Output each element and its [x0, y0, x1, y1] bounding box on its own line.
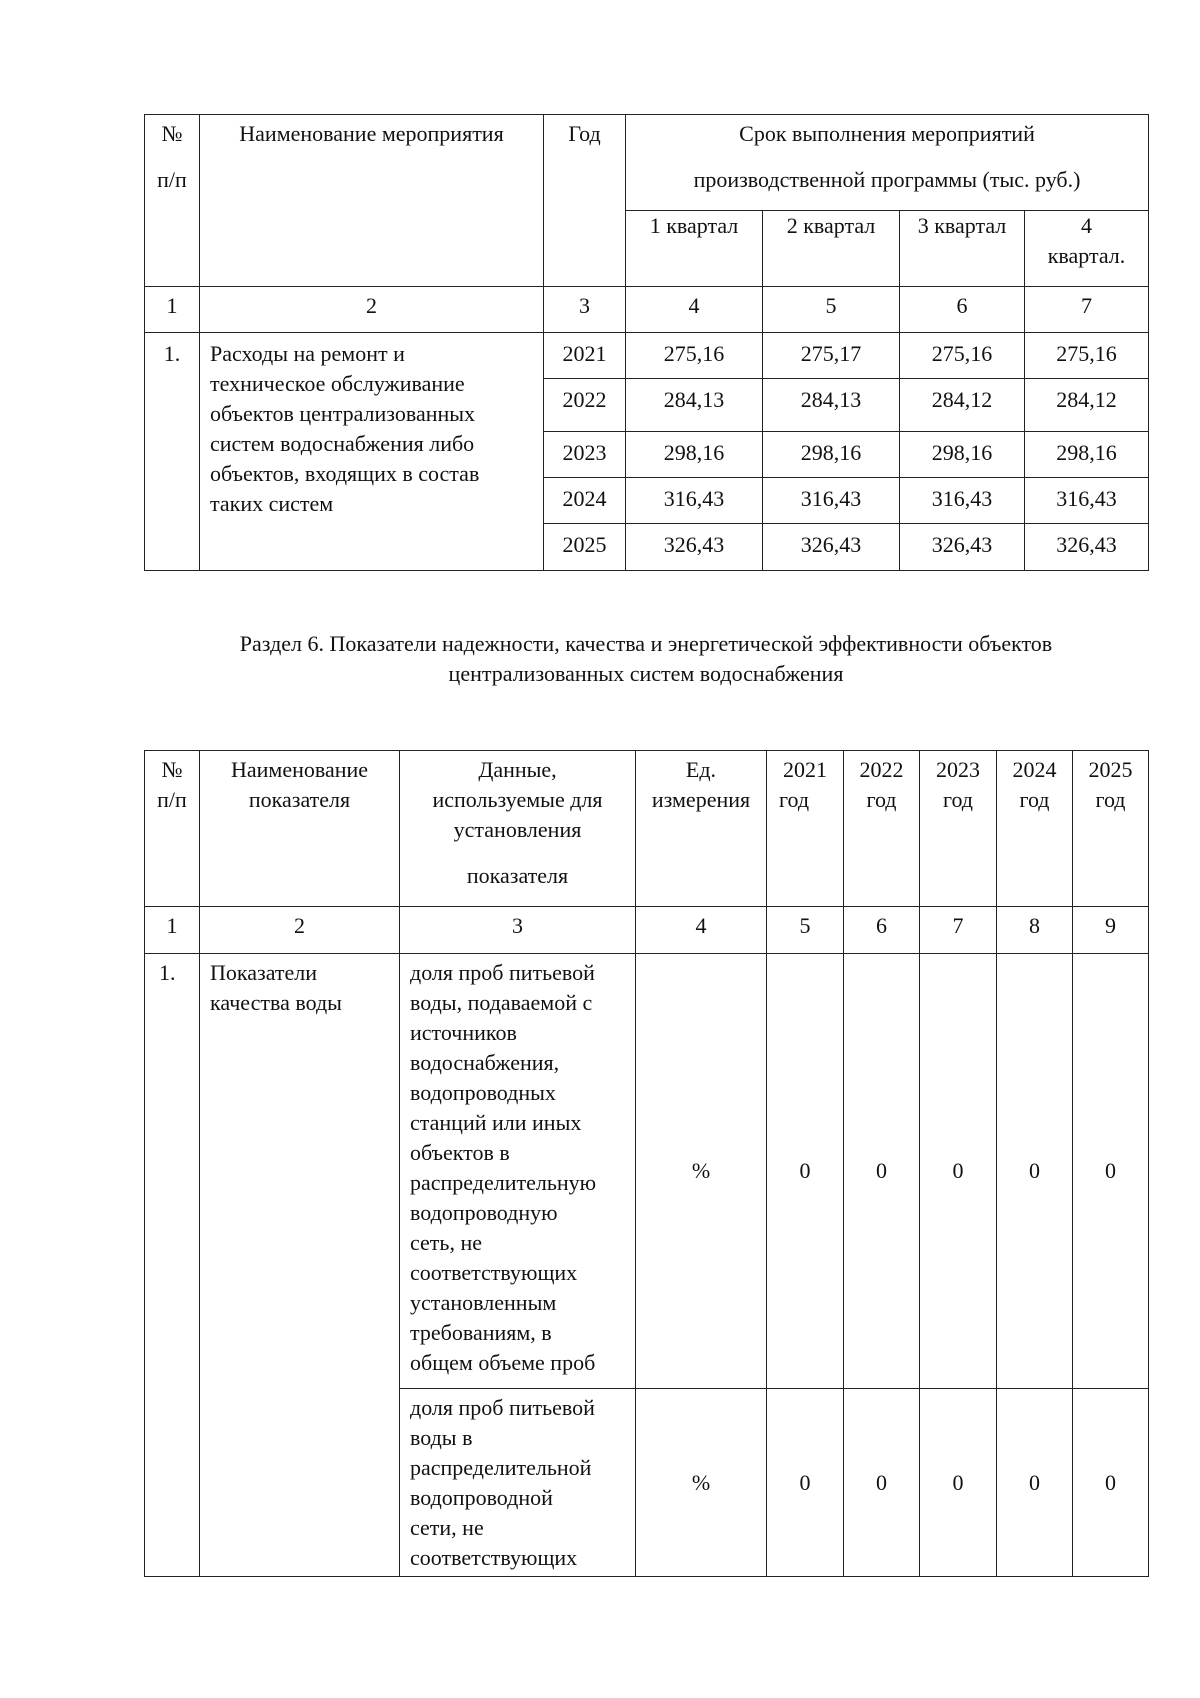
indicator-data-line: воды в [410, 1425, 473, 1450]
indicator-data-line: соответствующих [410, 1545, 578, 1570]
index-cell: 5 [767, 907, 844, 954]
header-year-value: 2025 [1088, 757, 1133, 782]
header-period-line2: производственной программы (тыс. руб.) [693, 167, 1081, 192]
value-cell: 0 [844, 954, 920, 1389]
indicator-data-line: доля проб питьевой [410, 1395, 595, 1420]
header-period [626, 115, 1149, 211]
expenses-table [144, 114, 1149, 571]
value-cell: 0 [767, 954, 844, 1389]
indicator-data [400, 1389, 636, 1577]
index-cell: 6 [900, 287, 1025, 333]
header-q4-line1: 4 [1081, 213, 1092, 238]
indicator-data-line: воды, подаваемой с [410, 990, 593, 1015]
header-unit [636, 751, 767, 907]
index-row [145, 907, 1149, 954]
header-q4 [1025, 211, 1149, 287]
item-name-line: качества воды [210, 990, 342, 1015]
value-cell: 275,16 [1025, 333, 1149, 379]
header-year [844, 751, 920, 907]
indicator-data-line: установленным [410, 1290, 557, 1315]
value-cell: 0 [767, 1389, 844, 1577]
indicator-data-line: источников [410, 1020, 517, 1045]
value-cell: 275,17 [763, 333, 900, 379]
header-year: Год [544, 115, 626, 287]
table-row [145, 954, 1149, 1389]
header-year-word: год [779, 787, 810, 812]
index-cell: 3 [400, 907, 636, 954]
indicator-data-line: доля проб питьевой [410, 960, 595, 985]
indicator-data-line: объектов в [410, 1140, 510, 1165]
item-number: 1. [145, 954, 200, 1577]
header-q4-line2: квартал. [1047, 243, 1126, 268]
header-q3: 3 квартал [900, 211, 1025, 287]
unit-cell: % [636, 1389, 767, 1577]
indicator-data-line: распределительной [410, 1455, 592, 1480]
value-cell: 298,16 [900, 432, 1025, 478]
header-period-line1: Срок выполнения мероприятий [739, 121, 1035, 146]
header-year-word: год [866, 787, 897, 812]
header-year [1073, 751, 1149, 907]
value-cell: 316,43 [900, 478, 1025, 524]
header-year-word: год [1019, 787, 1050, 812]
value-cell: 326,43 [1025, 524, 1149, 571]
index-cell: 7 [920, 907, 997, 954]
header-year-value: 2024 [1012, 757, 1057, 782]
value-cell: 0 [1073, 1389, 1149, 1577]
header-name: Наименование мероприятия [200, 115, 544, 287]
item-name-line: систем водоснабжения либо [210, 431, 475, 456]
header-num [145, 115, 200, 287]
header-year [920, 751, 997, 907]
item-name-line: Показатели [210, 960, 318, 985]
index-cell: 4 [636, 907, 767, 954]
indicator-data-line: станций или иных [410, 1110, 582, 1135]
index-cell: 2 [200, 287, 544, 333]
header-unit-line1: Ед. [685, 757, 717, 782]
indicator-data-line: соответствующих [410, 1260, 578, 1285]
indicator-data-line: водопроводных [410, 1080, 556, 1105]
header-data-line3: установления [453, 817, 582, 842]
indicators-table [144, 750, 1149, 1577]
header-year-word: год [1095, 787, 1126, 812]
value-cell: 275,16 [900, 333, 1025, 379]
header-num [145, 751, 200, 907]
header-q1: 1 квартал [626, 211, 763, 287]
header-num-line1: № [161, 757, 183, 782]
year-cell: 2024 [544, 478, 626, 524]
value-cell: 316,43 [626, 478, 763, 524]
header-year-word: год [942, 787, 974, 812]
header-q2: 2 квартал [763, 211, 900, 287]
item-name-line: таких систем [210, 491, 334, 516]
header-num-line1: № [161, 121, 183, 146]
item-name-line: Расходы на ремонт и [210, 341, 405, 366]
value-cell: 326,43 [626, 524, 763, 571]
index-cell: 1 [145, 907, 200, 954]
header-name-line2: показателя [248, 787, 351, 812]
item-name-line: объектов централизованных [210, 401, 476, 426]
header-year-value: 2022 [859, 757, 904, 782]
value-cell: 326,43 [900, 524, 1025, 571]
item-name-line: техническое обслуживание [210, 371, 465, 396]
item-name-line: объектов, входящих в состав [210, 461, 480, 486]
value-cell: 298,16 [763, 432, 900, 478]
indicator-data-line: сети, не [410, 1515, 484, 1540]
index-row [145, 287, 1149, 333]
header-unit-line2: измерения [651, 787, 751, 812]
index-cell: 3 [544, 287, 626, 333]
value-cell: 275,16 [626, 333, 763, 379]
header-year-value: 2023 [936, 757, 980, 782]
index-cell: 1 [145, 287, 200, 333]
value-cell: 0 [997, 954, 1073, 1389]
header-year [767, 751, 844, 907]
index-cell: 8 [997, 907, 1073, 954]
item-name [200, 333, 544, 571]
year-cell: 2025 [544, 524, 626, 571]
header-data-line2: используемые для [432, 787, 603, 812]
year-cell: 2022 [544, 379, 626, 432]
value-cell: 316,43 [1025, 478, 1149, 524]
index-cell: 9 [1073, 907, 1149, 954]
value-cell: 284,13 [626, 379, 763, 432]
value-cell: 326,43 [763, 524, 900, 571]
indicator-data-line: требованиям, в [410, 1320, 552, 1345]
section-title [144, 629, 1148, 689]
item-number: 1. [145, 333, 200, 571]
indicator-data-line: распределительную [410, 1170, 597, 1195]
index-cell: 7 [1025, 287, 1149, 333]
header-num-line2: п/п [157, 787, 187, 812]
header-data-line4: показателя [466, 863, 569, 888]
value-cell: 0 [1073, 954, 1149, 1389]
value-cell: 0 [920, 954, 997, 1389]
index-cell: 4 [626, 287, 763, 333]
indicator-data-line: сеть, не [410, 1230, 482, 1255]
item-name [200, 954, 400, 1577]
value-cell: 298,16 [626, 432, 763, 478]
value-cell: 298,16 [1025, 432, 1149, 478]
header-num-line2: п/п [157, 167, 187, 192]
value-cell: 284,13 [763, 379, 900, 432]
indicator-data-line: водопроводной [410, 1485, 553, 1510]
indicator-data-line: водоснабжения, [410, 1050, 560, 1075]
section-title-line1: Раздел 6. Показатели надежности, качества и энергетической эффективности объектов [239, 631, 1053, 656]
value-cell: 284,12 [900, 379, 1025, 432]
value-cell: 0 [844, 1389, 920, 1577]
year-cell: 2023 [544, 432, 626, 478]
header-data-line1: Данные, [478, 757, 557, 782]
value-cell: 284,12 [1025, 379, 1149, 432]
header-name-line1: Наименование [230, 757, 369, 782]
table-row [145, 333, 1149, 379]
unit-cell: % [636, 954, 767, 1389]
indicator-data [400, 954, 636, 1389]
section-title-line2: централизованных систем водоснабжения [448, 661, 844, 686]
indicator-data-line: общем объеме проб [410, 1350, 596, 1375]
header-name [200, 751, 400, 907]
index-cell: 6 [844, 907, 920, 954]
header-year-value: 2021 [783, 757, 827, 782]
header-year [997, 751, 1073, 907]
index-cell: 2 [200, 907, 400, 954]
header-data [400, 751, 636, 907]
indicator-data-line: водопроводную [410, 1200, 558, 1225]
value-cell: 316,43 [763, 478, 900, 524]
value-cell: 0 [997, 1389, 1073, 1577]
index-cell: 5 [763, 287, 900, 333]
value-cell: 0 [920, 1389, 997, 1577]
header-row [145, 751, 1149, 907]
year-cell: 2021 [544, 333, 626, 379]
